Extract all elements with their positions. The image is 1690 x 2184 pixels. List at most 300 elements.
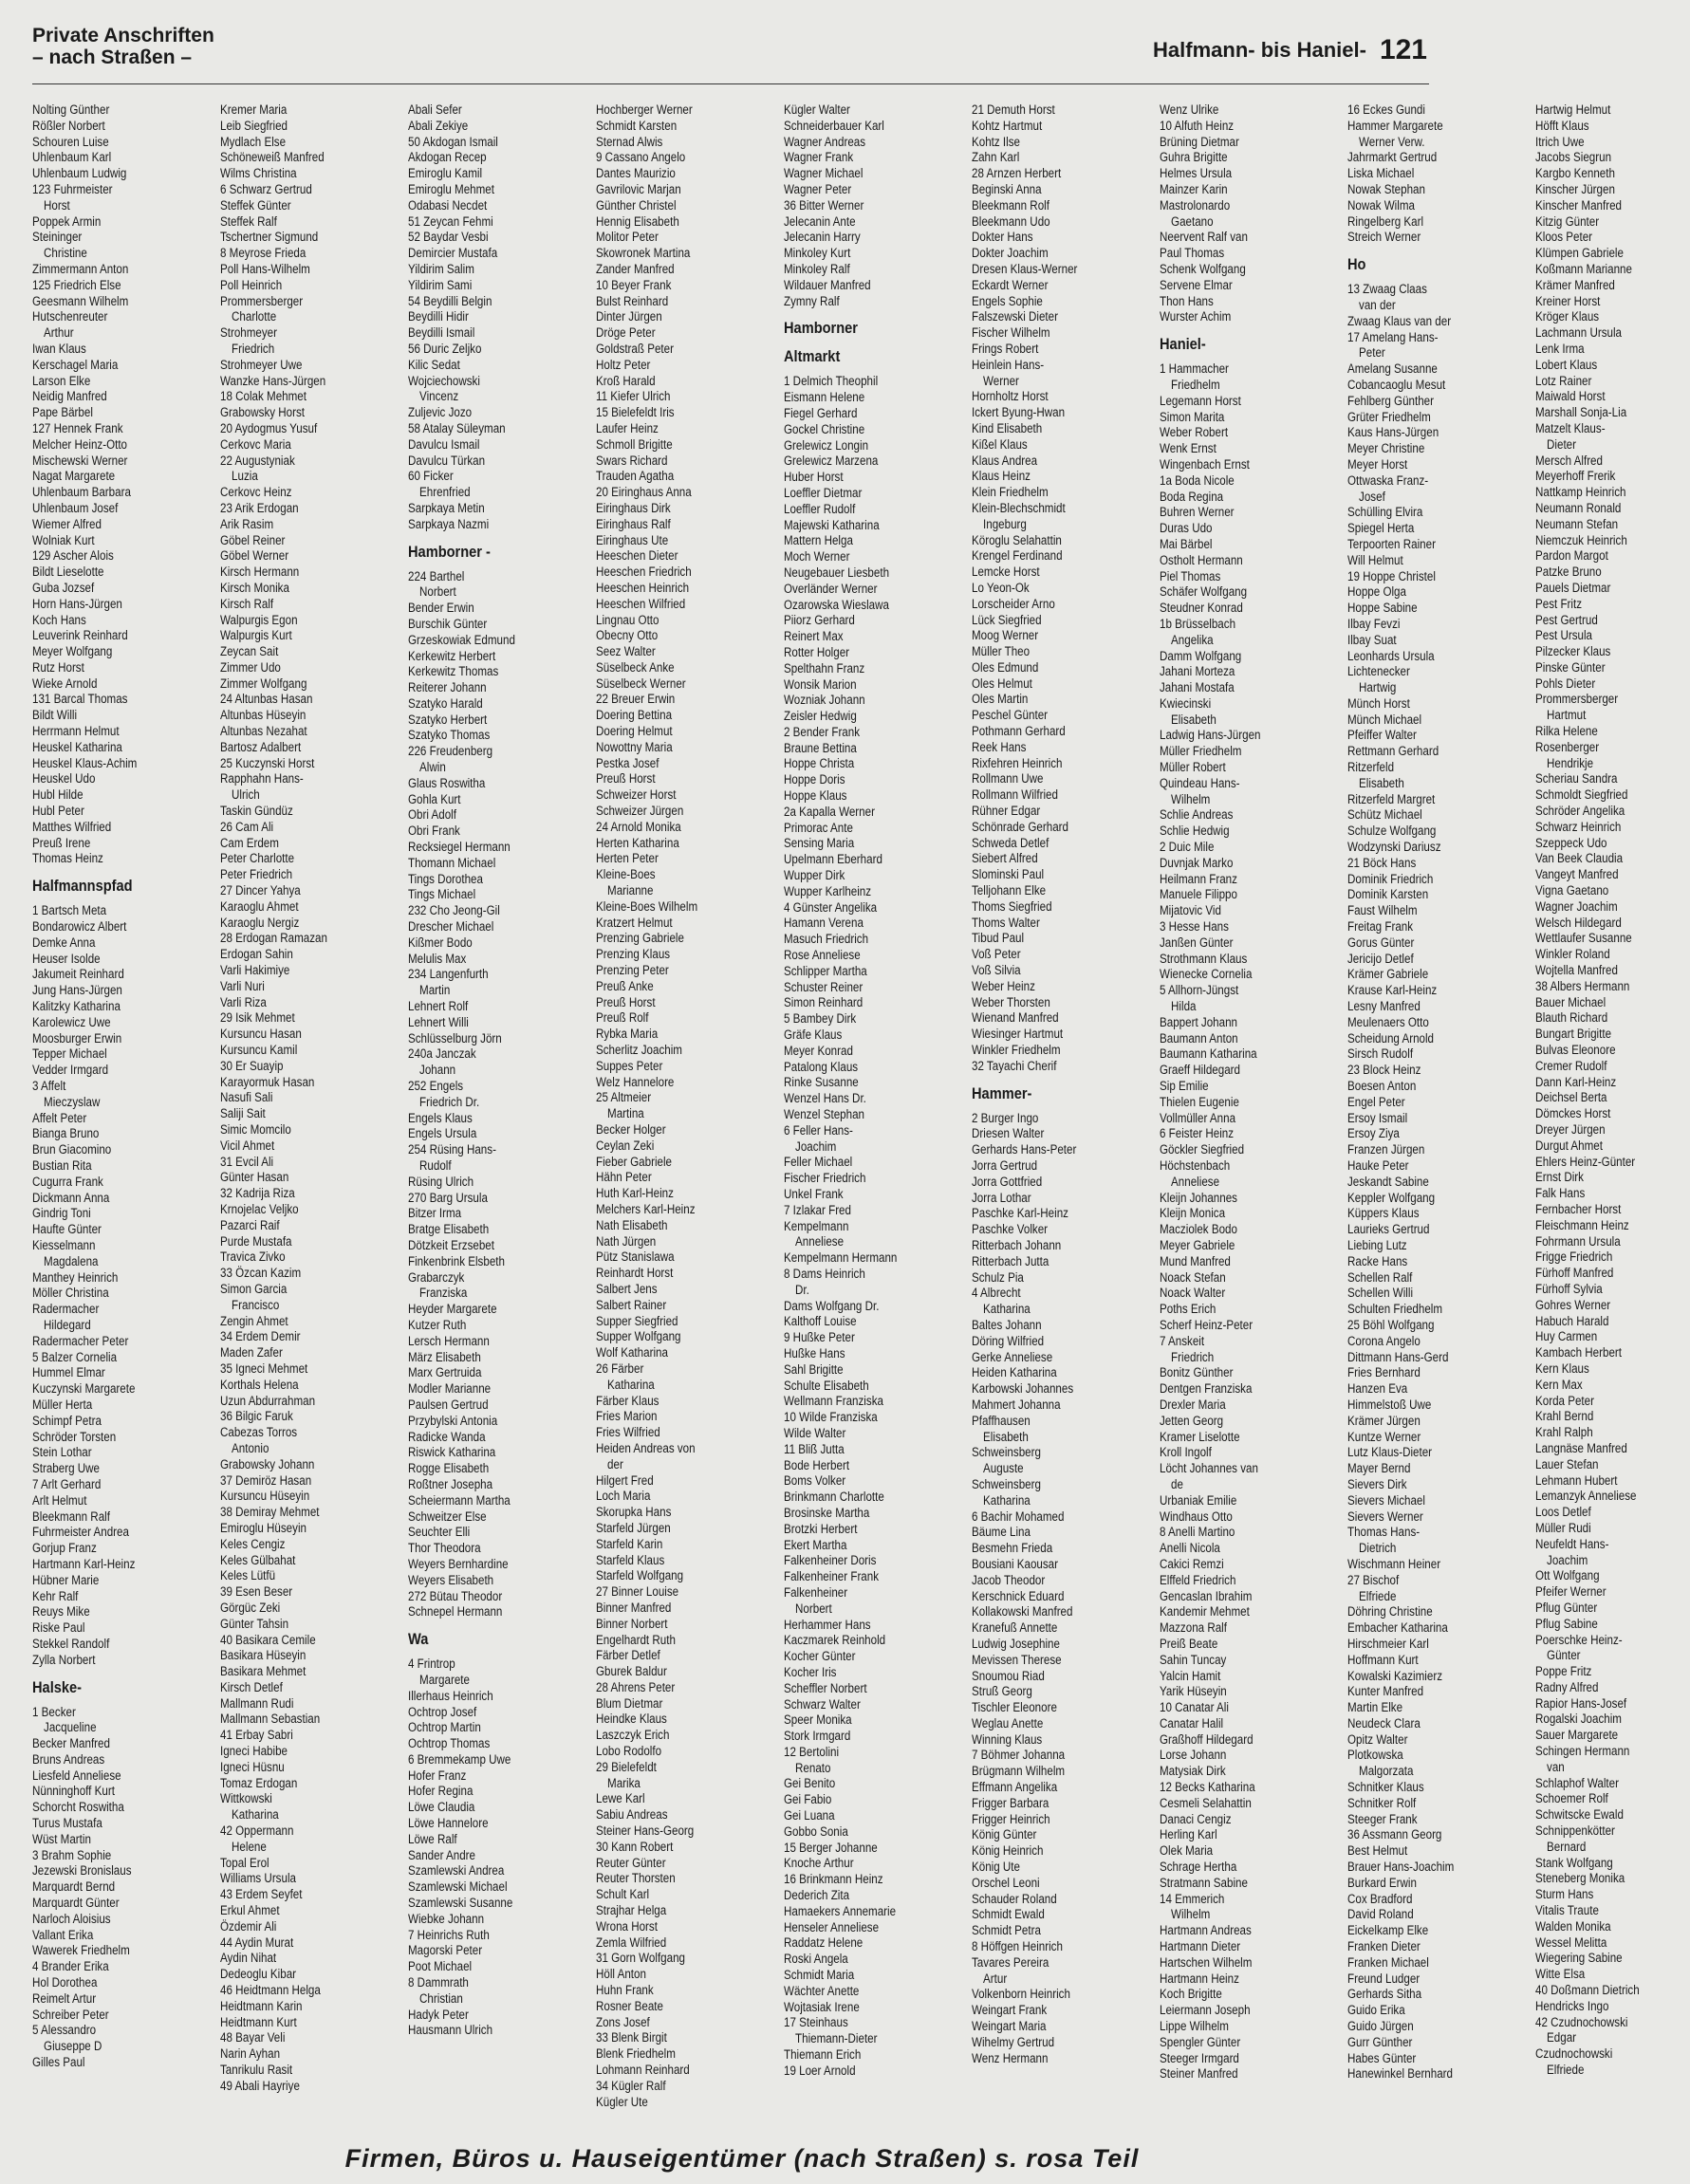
directory-entry: 226 Freudenberg: [408, 744, 493, 759]
directory-entry: Wessel Melitta: [1535, 1934, 1607, 1950]
directory-entry: Liesfeld Anneliese: [32, 1768, 121, 1783]
directory-entry: Fischer Friedrich: [784, 1171, 866, 1186]
directory-entry: 54 Beydilli Belgin: [408, 293, 492, 308]
directory-entry: Plotkowska: [1347, 1748, 1403, 1763]
directory-entry: Heuskel Udo: [32, 771, 96, 787]
directory-entry: 131 Barcal Thomas: [32, 692, 128, 707]
directory-entry-continuation: Hilda: [1171, 999, 1197, 1014]
directory-entry: Snoumou Riad: [972, 1668, 1045, 1683]
directory-entry: 5 Allhorn-Jüngst: [1160, 983, 1239, 998]
directory-entry: Stork Irmgard: [784, 1729, 851, 1744]
directory-entry: 125 Friedrich Else: [32, 277, 121, 292]
directory-entry: Schwarz Heinrich: [1535, 819, 1622, 834]
directory-entry: Müller Friedhelm: [1160, 744, 1242, 759]
directory-entry: Bleekmann Rolf: [972, 197, 1049, 213]
directory-entry: 34 Erdem Demir: [220, 1329, 301, 1344]
directory-entry: Lobert Klaus: [1535, 357, 1598, 372]
directory-entry: Fürhoff Sylvia: [1535, 1281, 1603, 1296]
directory-entry: Szatyko Thomas: [408, 728, 491, 743]
directory-entry: Kalitzky Katharina: [32, 999, 121, 1014]
directory-entry: Hartmann Karl-Heinz: [32, 1556, 136, 1571]
directory-entry: Schellen Willi: [1347, 1286, 1414, 1301]
directory-entry: Krahl Bernd: [1535, 1409, 1594, 1424]
directory-entry: Peschel Günter: [972, 708, 1049, 723]
directory-entry: Himmelstoß Uwe: [1347, 1397, 1432, 1412]
directory-entry-continuation: Hildegard: [44, 1317, 91, 1332]
directory-entry: Sternad Alwis: [596, 134, 663, 149]
directory-entry: Schellen Ralf: [1347, 1269, 1413, 1285]
directory-entry: Karolewicz Uwe: [32, 1014, 111, 1029]
directory-entry: Krämer Jürgen: [1347, 1413, 1421, 1428]
directory-entry: Peter Charlotte: [220, 851, 295, 866]
directory-entry: Blenk Friedhelm: [596, 2046, 676, 2062]
street-heading: Halske-: [32, 1677, 83, 1696]
directory-entry: Dantes Maurizio: [596, 166, 676, 181]
directory-entry: Cakici Remzi: [1160, 1556, 1224, 1571]
directory-entry-continuation: van der: [1359, 297, 1396, 312]
directory-entry: Weingart Maria: [972, 2019, 1047, 2034]
directory-entry: Yarik Hüseyin: [1160, 1684, 1227, 1699]
directory-entry: Welsch Hildegard: [1535, 915, 1622, 930]
directory-entry: 240a Janczak: [408, 1046, 476, 1062]
directory-entry: Vollmüller Anna: [1160, 1110, 1236, 1125]
directory-entry-continuation: Martin: [419, 983, 451, 998]
directory-entry: Köroglu Selahattin: [972, 532, 1062, 547]
directory-entry-continuation: Joachim: [795, 1138, 837, 1154]
directory-entry: Preiß Beate: [1160, 1636, 1218, 1651]
directory-entry: Wagner Joachim: [1535, 898, 1618, 914]
directory-entry: 16 Brinkmann Heinz: [784, 1872, 883, 1887]
directory-entry: Jorra Lothar: [972, 1190, 1031, 1205]
directory-entry: Schouren Luise: [32, 134, 109, 149]
directory-entry: 19 Hoppe Christel: [1347, 568, 1436, 583]
directory-entry: Dresen Klaus-Werner: [972, 261, 1078, 276]
directory-entry: Orschel Leoni: [972, 1875, 1040, 1890]
directory-entry: Sievers Michael: [1347, 1492, 1425, 1508]
directory-entry: Klaus Heinz: [972, 469, 1031, 484]
directory-entry: Baumann Anton: [1160, 1030, 1238, 1046]
directory-entry: Jorra Gertrud: [972, 1158, 1038, 1173]
directory-entry: Rogge Elisabeth: [408, 1461, 490, 1476]
directory-entry: Zemla Wilfried: [596, 1934, 667, 1950]
directory-entry-continuation: de: [1171, 1476, 1183, 1491]
directory-entry: Kilic Sedat: [408, 357, 460, 372]
directory-entry-continuation: Angelika: [1171, 632, 1214, 647]
directory-entry: Fischer Wilhelm: [972, 325, 1050, 341]
street-heading: Hammer-: [972, 1083, 1032, 1102]
directory-entry: Schweinsberg: [972, 1445, 1041, 1460]
directory-entry: Thor Theodora: [408, 1541, 481, 1556]
directory-entry: Kohtz Hartmut: [972, 118, 1043, 133]
directory-entry: Dinter Jürgen: [596, 309, 662, 324]
directory-entry: 30 Er Suayip: [220, 1058, 284, 1073]
directory-entry: Emiroglu Kamil: [408, 166, 483, 181]
directory-entry: Steiner Manfred: [1160, 2066, 1238, 2082]
directory-column-9: [1535, 102, 1690, 2133]
directory-entry: 32 Tayachi Cherif: [972, 1058, 1057, 1073]
directory-entry: Lo Yeon-Ok: [972, 580, 1030, 595]
directory-entry-continuation: Ehrenfried: [419, 485, 471, 500]
directory-entry: Starfeld Wolfgang: [596, 1568, 684, 1583]
directory-entry: Melulis Max: [408, 951, 467, 966]
directory-entry: Grabowsky Horst: [220, 405, 306, 420]
directory-entry: Demke Anna: [32, 935, 96, 950]
directory-entry: Reinhardt Horst: [596, 1266, 674, 1281]
directory-entry: 20 Aydogmus Yusuf: [220, 420, 318, 435]
directory-entry: 232 Cho Jeong-Gil: [408, 903, 500, 918]
directory-entry: Lehnert Rolf: [408, 999, 469, 1014]
directory-entry: Fürhoff Manfred: [1535, 1266, 1614, 1281]
directory-column-3: [408, 102, 563, 2133]
directory-entry: 16 Eckes Gundi: [1347, 102, 1425, 117]
directory-entry: Wüst Martin: [32, 1831, 91, 1846]
directory-entry: Pauels Dietmar: [1535, 580, 1611, 595]
directory-entry: Preuß Irene: [32, 835, 91, 850]
directory-entry: Szamlewski Susanne: [408, 1896, 513, 1911]
directory-entry-continuation: Dieter: [1547, 436, 1577, 452]
directory-entry: 2a Kapalla Werner: [784, 804, 875, 819]
directory-entry: Engels Ursula: [408, 1126, 477, 1141]
directory-entry: Hendricks Ingo: [1535, 1998, 1609, 2013]
directory-entry: Küppers Klaus: [1347, 1206, 1420, 1221]
directory-entry: 40 Doßmann Dietrich: [1535, 1983, 1640, 1998]
directory-entry: Fernbacher Horst: [1535, 1201, 1622, 1216]
directory-entry: Affelt Peter: [32, 1110, 87, 1125]
directory-entry: Akdogan Recep: [408, 150, 487, 165]
directory-entry-continuation: Katharina: [232, 1807, 279, 1823]
directory-entry: Prenzing Gabriele: [596, 931, 684, 946]
directory-entry: Uhlenbaum Josef: [32, 500, 119, 515]
directory-entry: Patzke Bruno: [1535, 565, 1602, 580]
directory-entry: Moosburger Erwin: [32, 1030, 122, 1046]
directory-entry: Marquardt Bernd: [32, 1879, 116, 1895]
directory-entry: Reuter Thorsten: [596, 1871, 676, 1886]
directory-entry: Odabasi Necdet: [408, 197, 488, 213]
directory-entry: Ringelberg Karl: [1347, 213, 1424, 229]
directory-entry: Ceylan Zeki: [596, 1138, 655, 1153]
directory-entry: Schröder Angelika: [1535, 804, 1625, 819]
directory-entry: Kerschagel Maria: [32, 357, 119, 372]
directory-entry: Hartschen Wilhelm: [1160, 1954, 1253, 1970]
directory-entry: Sahl Brigitte: [784, 1361, 844, 1377]
street-heading: Hamborner: [784, 319, 858, 338]
directory-entry: Schweitzer Else: [408, 1508, 487, 1524]
directory-entry: Schlüsselburg Jörn: [408, 1030, 502, 1046]
directory-entry: 35 Igneci Mehmet: [220, 1360, 308, 1376]
directory-entry: Kind Elisabeth: [972, 420, 1043, 435]
directory-entry: Unkel Frank: [784, 1187, 844, 1201]
directory-entry: Engels Klaus: [408, 1110, 473, 1125]
directory-entry: 23 Arik Erdogan: [220, 500, 299, 515]
directory-entry: 127 Hennek Frank: [32, 420, 123, 435]
directory-entry: Rotter Holger: [784, 644, 850, 659]
directory-entry: Gohres Werner: [1535, 1297, 1611, 1312]
directory-entry: Stekkel Randolf: [32, 1636, 110, 1651]
directory-entry: Mijatovic Vid: [1160, 903, 1221, 918]
directory-entry: Beginski Anna: [972, 181, 1042, 196]
directory-entry: Franken Michael: [1347, 1954, 1429, 1970]
directory-entry: Schäfer Wolfgang: [1160, 584, 1248, 600]
directory-entry: 11 Bliß Jutta: [784, 1441, 845, 1456]
directory-entry: Piel Thomas: [1160, 568, 1221, 583]
directory-entry-continuation: Günter: [1547, 1648, 1581, 1663]
directory-entry-continuation: Horst: [44, 197, 70, 213]
directory-entry: Starfeld Klaus: [596, 1552, 665, 1567]
directory-entry: Huhn Frank: [596, 1983, 654, 1998]
directory-entry: Thomann Michael: [408, 855, 496, 870]
directory-entry: Schmidt Ewald: [972, 1907, 1045, 1922]
directory-entry: Bäume Lina: [972, 1525, 1031, 1540]
directory-entry: Marshall Sonja-Lia: [1535, 405, 1627, 420]
directory-column-8: [1347, 102, 1502, 2133]
street-heading: Altmarkt: [784, 347, 841, 366]
directory-entry: Goldstraß Peter: [596, 341, 674, 356]
directory-entry: Dederich Zita: [784, 1888, 850, 1903]
directory-entry: Slominski Paul: [972, 867, 1045, 882]
directory-entry: Dötzkeit Erzsebet: [408, 1237, 494, 1252]
directory-entry: Tings Dorothea: [408, 871, 483, 886]
directory-entry: 29 Bielefeldt: [596, 1759, 657, 1774]
directory-entry: Kollakowski Manfred: [972, 1604, 1073, 1619]
directory-entry: Narloch Aloisius: [32, 1911, 111, 1926]
directory-entry: Fries Wilfried: [596, 1425, 660, 1440]
directory-entry: Bleekmann Udo: [972, 213, 1050, 229]
directory-entry: Salbert Rainer: [596, 1297, 667, 1312]
directory-entry: Müller Herta: [32, 1397, 93, 1412]
directory-entry: Lingnau Otto: [596, 612, 659, 627]
directory-entry: Ilbay Suat: [1347, 632, 1397, 647]
directory-entry: Scheiermann Martha: [408, 1492, 511, 1508]
directory-entry: Nasufi Sali: [220, 1090, 273, 1105]
directory-entry: Zymny Ralf: [784, 293, 840, 308]
directory-entry: Witte Elsa: [1535, 1967, 1586, 1982]
directory-entry: Weingart Frank: [972, 2003, 1048, 2018]
directory-entry: 28 Arnzen Herbert: [972, 166, 1062, 181]
directory-entry: Kitzig Günter: [1535, 213, 1600, 229]
directory-entry: Wittkowski: [220, 1791, 272, 1806]
directory-entry-continuation: Ulrich: [232, 787, 260, 803]
directory-entry: Sarpkaya Metin: [408, 500, 485, 515]
directory-entry: Geesmann Wilhelm: [32, 293, 129, 308]
directory-entry: Preuß Rolf: [596, 1010, 649, 1026]
directory-entry: 8 Anelli Martino: [1160, 1525, 1235, 1540]
directory-column-5: [784, 102, 938, 2133]
directory-entry-continuation: Charlotte: [232, 309, 277, 324]
directory-entry: Marquardt Günter: [32, 1896, 120, 1911]
directory-entry: Rettmann Gerhard: [1347, 744, 1439, 759]
directory-entry: Hochberger Werner: [596, 102, 693, 117]
directory-entry: Hoppe Doris: [784, 772, 845, 787]
directory-entry: Loch Maria: [596, 1489, 651, 1504]
directory-column-6: [972, 102, 1126, 2133]
directory-entry: Thoms Walter: [972, 915, 1040, 930]
directory-entry: 2 Duic Mile: [1160, 840, 1215, 855]
directory-entry: Kursuncu Hasan: [220, 1027, 302, 1042]
directory-entry-continuation: Marianne: [607, 883, 654, 898]
directory-entry-continuation: Norbert: [419, 584, 456, 600]
directory-entry: Wieke Arnold: [32, 676, 98, 691]
page-range-heading: [1153, 34, 1427, 66]
directory-entry: Engelhardt Ruth: [596, 1632, 676, 1647]
directory-entry: Wolf Katharina: [596, 1345, 668, 1360]
directory-entry: Will Helmut: [1347, 552, 1403, 567]
directory-entry: Jahani Morteza: [1160, 664, 1235, 679]
directory-entry: Pfaffhausen: [972, 1413, 1031, 1428]
directory-entry-continuation: Peter: [1359, 345, 1385, 361]
directory-entry: Bianga Bruno: [32, 1126, 100, 1141]
directory-entry: 12 Becks Katharina: [1160, 1780, 1255, 1795]
directory-entry: 25 Altmeier: [596, 1090, 652, 1105]
directory-entry: Saliji Sait: [220, 1106, 266, 1121]
directory-entry: Tepper Michael: [32, 1046, 107, 1062]
directory-entry: Wodzynski Dariusz: [1347, 840, 1441, 855]
directory-entry: Kiesselmann: [32, 1237, 96, 1252]
directory-entry: Strohmeyer Uwe: [220, 357, 303, 372]
directory-entry: Müller Robert: [1160, 760, 1226, 775]
directory-entry: Zeisler Hedwig: [784, 709, 857, 724]
directory-entry: Gräfe Klaus: [784, 1027, 843, 1043]
directory-entry: Kirsch Ralf: [220, 596, 274, 611]
directory-entry: Krause Karl-Heinz: [1347, 983, 1438, 998]
directory-entry: 1a Boda Nicole: [1160, 472, 1235, 488]
directory-entry: Kremer Maria: [220, 102, 288, 117]
directory-entry: Krämer Gabriele: [1347, 967, 1429, 982]
directory-entry: Hoppe Sabine: [1347, 601, 1418, 616]
directory-entry: Vangeyt Manfred: [1535, 867, 1619, 882]
directory-entry: Bildt Lieselotte: [32, 565, 104, 580]
directory-entry: Yildirim Salim: [408, 261, 474, 276]
directory-entry: Strohmeyer: [220, 325, 278, 341]
directory-entry: Noack Walter: [1160, 1286, 1226, 1301]
directory-entry: 51 Zeycan Fehmi: [408, 213, 493, 229]
directory-entry: Jacob Theodor: [972, 1572, 1046, 1587]
directory-entry: 27 Bischof: [1347, 1572, 1400, 1587]
directory-entry: 50 Akdogan Ismail: [408, 134, 498, 149]
directory-entry-continuation: Elisabeth: [1359, 775, 1404, 790]
directory-entry: 123 Fuhrmeister: [32, 181, 113, 196]
directory-entry-continuation: Malgorzata: [1359, 1764, 1414, 1779]
directory-entry: Tings Michael: [408, 887, 476, 902]
directory-entry: 3 Affelt: [32, 1079, 66, 1094]
directory-entry: Wupper Dirk: [784, 868, 845, 883]
directory-entry: Pflug Günter: [1535, 1600, 1598, 1615]
directory-entry: Mahmert Johanna: [972, 1397, 1061, 1412]
directory-entry: 52 Baydar Vesbi: [408, 230, 489, 245]
directory-entry: Fehlberg Günther: [1347, 393, 1434, 408]
directory-entry: Korthals Helena: [220, 1377, 299, 1392]
directory-entry: Steiner Hans-Georg: [596, 1823, 695, 1839]
directory-entry: Patalong Klaus: [784, 1059, 859, 1074]
directory-entry: Kügler Ute: [596, 2094, 648, 2109]
directory-entry: Hauke Peter: [1347, 1158, 1409, 1173]
directory-entry: Uzun Abdurrahman: [220, 1393, 316, 1408]
directory-entry: Riswick Katharina: [408, 1445, 496, 1460]
directory-entry: Poths Erich: [1160, 1302, 1216, 1317]
directory-entry: 14 Emmerich: [1160, 1891, 1225, 1906]
directory-entry-continuation: Wilhelm: [1171, 791, 1211, 806]
directory-entry-continuation: Friedrich Dr.: [419, 1094, 480, 1109]
directory-entry: Roski Angela: [784, 1952, 848, 1967]
directory-entry: Heiden Andreas von: [596, 1440, 696, 1455]
directory-entry: Hol Dorothea: [32, 1975, 98, 1990]
directory-entry: Laufer Heinz: [596, 420, 659, 435]
directory-entry: Dedeoglu Kibar: [220, 1967, 297, 1982]
directory-entry: Preuß Anke: [596, 978, 654, 993]
directory-entry: Matzelt Klaus-: [1535, 420, 1606, 435]
directory-entry-continuation: Norbert: [795, 1601, 832, 1616]
directory-entry: 28 Ahrens Peter: [596, 1679, 676, 1694]
directory-entry: Supper Siegfried: [596, 1313, 678, 1328]
directory-entry: König Heinrich: [972, 1843, 1044, 1859]
directory-entry: Engels Sophie: [972, 293, 1043, 308]
directory-entry-continuation: Anneliese: [1171, 1174, 1220, 1189]
directory-entry: Blum Dietmar: [596, 1695, 663, 1711]
directory-entry: Feller Michael: [784, 1155, 853, 1170]
directory-entry: Bappert Johann: [1160, 1014, 1237, 1029]
directory-entry: Hirschmeier Karl: [1347, 1636, 1429, 1651]
directory-entry: Wächter Anette: [784, 1983, 860, 1998]
directory-entry: Meyer Konrad: [784, 1043, 853, 1058]
directory-entry: 26 Färber: [596, 1360, 644, 1376]
directory-entry: Poppe Fritz: [1535, 1664, 1592, 1679]
directory-entry: Lehmann Hubert: [1535, 1472, 1618, 1488]
directory-entry: Szatyko Harald: [408, 695, 483, 711]
directory-entry: Wilms Christina: [220, 166, 297, 181]
directory-entry: Rößler Norbert: [32, 118, 105, 133]
directory-entry: Jahani Mostafa: [1160, 680, 1235, 695]
directory-entry-continuation: Renato: [795, 1760, 831, 1775]
directory-entry: Brinkmann Charlotte: [784, 1490, 884, 1505]
directory-entry: Habuch Harald: [1535, 1313, 1609, 1328]
directory-entry: Knoche Arthur: [784, 1856, 854, 1871]
directory-entry: Jezewski Bronislaus: [32, 1863, 132, 1879]
directory-entry: 9 Hußke Peter: [784, 1330, 855, 1345]
directory-entry: Keles Gülbahat: [220, 1552, 296, 1567]
directory-entry: Horn Hans-Jürgen: [32, 596, 122, 611]
directory-entry: Kehr Ralf: [32, 1588, 79, 1603]
directory-entry: Heeschen Wilfried: [596, 596, 686, 611]
directory-entry: Karayormuk Hasan: [220, 1074, 315, 1089]
directory-entry: 2 Burger Ingo: [972, 1110, 1039, 1125]
directory-entry: Neufeldt Hans-: [1535, 1536, 1609, 1551]
directory-entry: Wiegering Sabine: [1535, 1951, 1623, 1966]
directory-entry: Frings Robert: [972, 341, 1039, 356]
directory-entry: Basikara Hüseyin: [220, 1648, 306, 1663]
directory-entry: Salbert Jens: [596, 1281, 658, 1296]
directory-entry: Yalcin Hamit: [1160, 1668, 1221, 1683]
directory-entry: Jahrmarkt Gertrud: [1347, 150, 1438, 165]
directory-entry: Wonsik Marion: [784, 676, 857, 692]
directory-entry: Wenz Ulrike: [1160, 102, 1219, 117]
directory-entry: Neumann Stefan: [1535, 516, 1619, 531]
directory-entry-continuation: Franziska: [419, 1286, 468, 1301]
directory-entry: Schulze Wolfgang: [1347, 824, 1437, 839]
directory-entry: Burkard Erwin: [1347, 1875, 1417, 1890]
directory-entry: Pest Gertrud: [1535, 612, 1598, 627]
directory-entry: 270 Barg Ursula: [408, 1190, 488, 1205]
directory-entry: Wilde Walter: [784, 1425, 846, 1440]
directory-entry: Illerhaus Heinrich: [408, 1688, 493, 1703]
directory-column-7: [1160, 102, 1314, 2133]
directory-entry: Thomas Hans-: [1347, 1525, 1421, 1540]
directory-entry: Gerhards Hans-Peter: [972, 1142, 1077, 1157]
directory-entry: Wiesinger Hartmut: [972, 1027, 1064, 1042]
directory-entry: 21 Demuth Horst: [972, 102, 1055, 117]
directory-entry: Schingen Hermann: [1535, 1744, 1630, 1759]
directory-entry: Weber Thorsten: [972, 994, 1050, 1009]
directory-entry: Wellmann Franziska: [784, 1394, 883, 1409]
directory-entry: Duras Udo: [1160, 521, 1213, 536]
